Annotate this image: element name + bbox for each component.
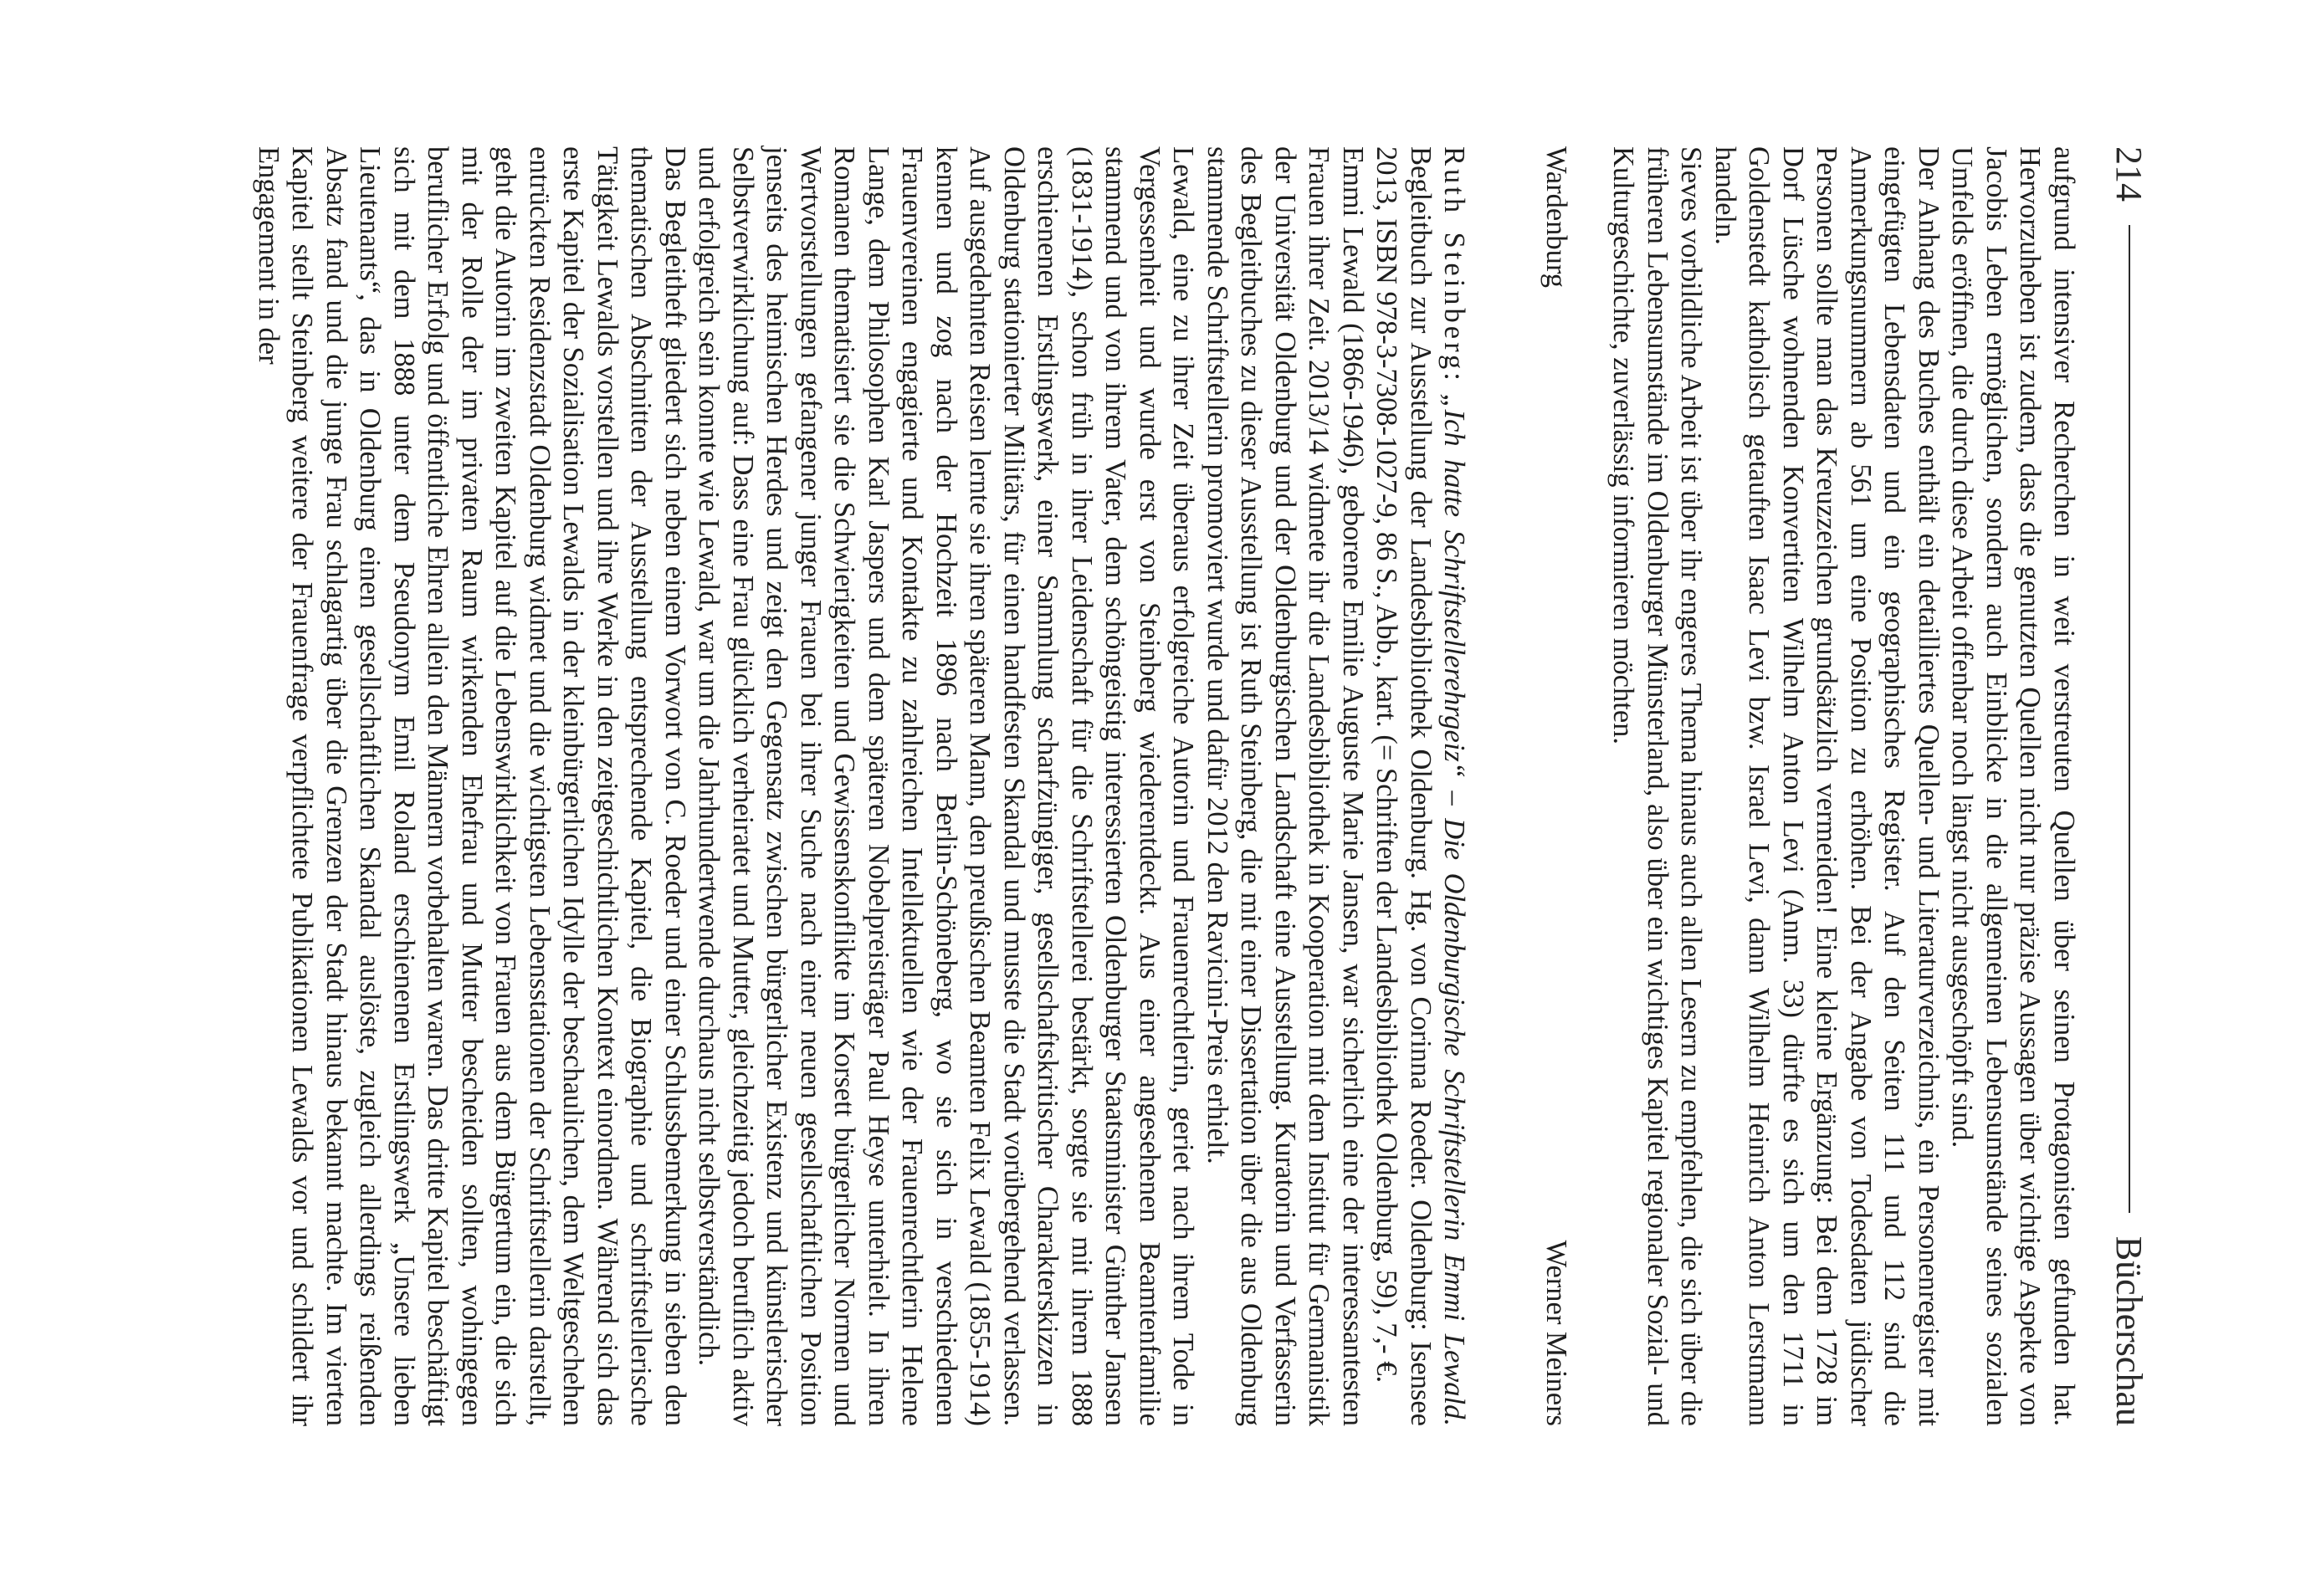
- review1-place: Wardenburg: [1540, 146, 1572, 289]
- review2-paragraph-2: Lewald, eine zu ihrer Zeit überaus erfolgreiche Autorin und Frauenrechtlerin, geriet nach ihrem Tode in Vergessenheit und wurde erst von Steinberg wiederentdeckt. Aus einer angesehenen Beamtenfamilie stammend und von ihrem Vater, dem schöngeistig interessierten Oldenburger Staatsminister Günther Jansen (1831-1914), schon früh in ihrer Leidenschaft für die Schriftstellerei bestärkt, sorgte sie mit ihrem 1888 erschienenen Erstlingswerk, einer Sammlung scharfzüngiger, gesellschaftskritischer Charakterskizzen in Oldenburg stationierter Militärs, für einen handfesten Skandal und musste die Stadt vorübergehend verlassen. Auf ausgedehnten Reisen lernte sie ihren späteren Mann, den preußischen Beamten Felix Lewald (1855-1914) kennen und zog nach der Hochzeit 1896 nach Berlin-Schöneberg, wo sie sich in verschiedenen Frauenvereinen engagierte und Kontakte zu zahlreichen Intellektuellen wie der Frauenrechtlerin Helene Lange, dem Philosophen Karl Jaspers und dem späteren Nobelpreisträger Paul Heyse unterhielt. In ihren Romanen thematisiert sie die Schwierigkeiten und Gewissenskonflikte im Korsett bürgerlicher Normen und Wertvorstellungen gefangener junger Frauen bei ihrer Suche nach einer neuen gesellschaftlichen Position jenseits des heimischen Herdes und zeigt den Gegensatz zwischen bürgerlicher Existenz und künstlerischer Selbstverwirklichung auf: Dass eine Frau glücklich verheiratet und Mutter, gleichzeitig jedoch beruflich aktiv und erfolgreich sein konnte wie Lewald, war um die Jahrhundertwende durchaus nicht selbstverständlich.: [693, 146, 1200, 1426]
- page-body: [252, 146, 2120, 1426]
- review1-reviewer: Werner Meiners: [1540, 1240, 1572, 1426]
- review1-paragraph-1: aufgrund intensiver Recherchen in weit verstreuten Quellen über seinen Protagonisten gefunden hat. Hervorzuheben ist zudem, dass die genutzten Quellen nicht nur präzise Aussagen über wichtige Aspekte von Jacobis Leben ermöglichen, sondern auch Einblicke in die allgemeinen Lebensumstände seines sozialen Umfelds eröffnen, die durch diese Arbeit offenbar noch längst nicht ausgeschöpft sind.: [1946, 146, 2080, 1426]
- review2-citation-details: Begleitbuch zur Ausstellung der Landesbibliothek Oldenburg. Hg. von Corinna Roeder. Oldenburg: Isensee 2013, ISBN 978-3-7308-1027-9, 86 S., Abb., kart. (= Schriften der Landesbibliothek Oldenburg, 59), 7,- €.: [1371, 146, 1437, 1426]
- running-title: Bücherschau: [2108, 1235, 2150, 1426]
- review2-book-title: „Ich hatte Schriftstellerehrgeiz“ – Die Oldenburgische Schriftstellerin Emmi Lewald.: [1438, 393, 1471, 1426]
- review2-paragraph-1: Emmi Lewald (1866-1946), geborene Emilie Auguste Marie Jansen, war sicherlich eine der interessantesten Frauen ihrer Zeit. 2013/14 widmete ihr die Landesbibliothek in Kooperation mit dem Institut für Germanistik der Universität Oldenburg und der Oldenburgischen Landschaft eine Ausstellung. Kuratorin und Verfasserin des Begleitbuches zu dieser Ausstellung ist Ruth Steinberg, die mit einer Dissertation über die aus Oldenburg stammende Schriftstellerin promoviert wurde und dafür 2012 den Ravicini-Preis erhielt.: [1202, 146, 1369, 1426]
- review1-paragraph-3: Sieves vorbildliche Arbeit ist über ihr engeres Thema hinaus auch allen Lesern zu empfehlen, die sich über die früheren Lebensumstände im Oldenburger Münsterland, also über ein wichtiges Kapitel regionaler Sozial- und Kulturgeschichte, zuverlässig informieren möchten.: [1607, 146, 1708, 1426]
- page-number: 214: [2108, 146, 2150, 202]
- review2-paragraph-3: Das Begleitheft gliedert sich neben einem Vorwort von C. Roeder und einer Schlussbemerkung in sieben den thematischen Abschnitten der Ausstellung entsprechende Kapitel, die Biographie und schriftstellerische Tätigkeit Lewalds vorstellen und ihre Werke in den zeitgeschichtlichen Kontext einordnen. Während sich das erste Kapitel der Sozialisation Lewalds in der kleinbürgerlichen Idylle der beschaulichen, dem Weltgeschehen entrückten Residenzstadt Oldenburg widmet und die wichtigsten Lebensstationen der Schriftstellerin darstellt, geht die Autorin im zweiten Kapitel auf die Lebenswirklichkeit von Frauen aus dem Bürgertum ein, die sich mit der Rolle der im privaten Raum wirkenden Ehefrau und Mutter bescheiden sollten, wohingegen beruflicher Erfolg und öffentliche Ehren allein den Männern vorbehalten waren. Das dritte Kapitel beschäftigt sich mit dem 1888 unter dem Pseudonym Emil Roland erschienenen Erstlingswerk „Unsere lieben Lieutenants“, das in Oldenburg einen gesellschaftlichen Skandal auslöste, zugleich allerdings reißenden Absatz fand und die junge Frau schlagartig über die Grenzen der Stadt hinaus bekannt machte. Im vierten Kapitel stellt Steinberg weitere der Frauenfrage verpflichtete Publikationen Lewalds vor und schildert ihr Engagement in der: [253, 146, 691, 1426]
- header-rule: [2129, 225, 2130, 1213]
- review2-citation: Ruth Steinberg: „Ich hatte Schriftstellerehrgeiz“ – Die Oldenburgische Schriftstellerin Emmi Lewald. Begleitbuch zur Ausstellung der Landesbibliothek Oldenburg. Hg. von Corinna Roeder. Oldenburg: Isensee 2013, ISBN 978-3-7308-1027-9, 86 S., Abb., kart. (= Schriften der Landesbibliothek Oldenburg, 59), 7,- €.: [1371, 146, 1471, 1426]
- review2-author: Ruth Steinberg: [1438, 146, 1471, 373]
- review1-paragraph-2: Der Anhang des Buches enthält ein detailliertes Quellen- und Literaturverzeichnis, ein Personenregister mit eingefügten Lebensdaten und ein geographisches Register. Auf den Seiten 111 und 112 sind die Anmerkungsnummern ab 561 um eine Position zu erhöhen. Bei der Angabe von Todesdaten jüdischer Personen sollte man das Kreuzzeichen grundsätzlich vermeiden! Eine kleine Ergänzung: Bei dem 1728 im Dorf Lüsche wohnenden Konvertiten Wilhelm Anton Levi (Anm. 33) dürfte es sich um den 1711 in Goldenstedt katholisch getauften Isaac Levi bzw. Israel Levi, dann Wilhelm Heinrich Anton Lerstmann handeln.: [1709, 146, 1945, 1426]
